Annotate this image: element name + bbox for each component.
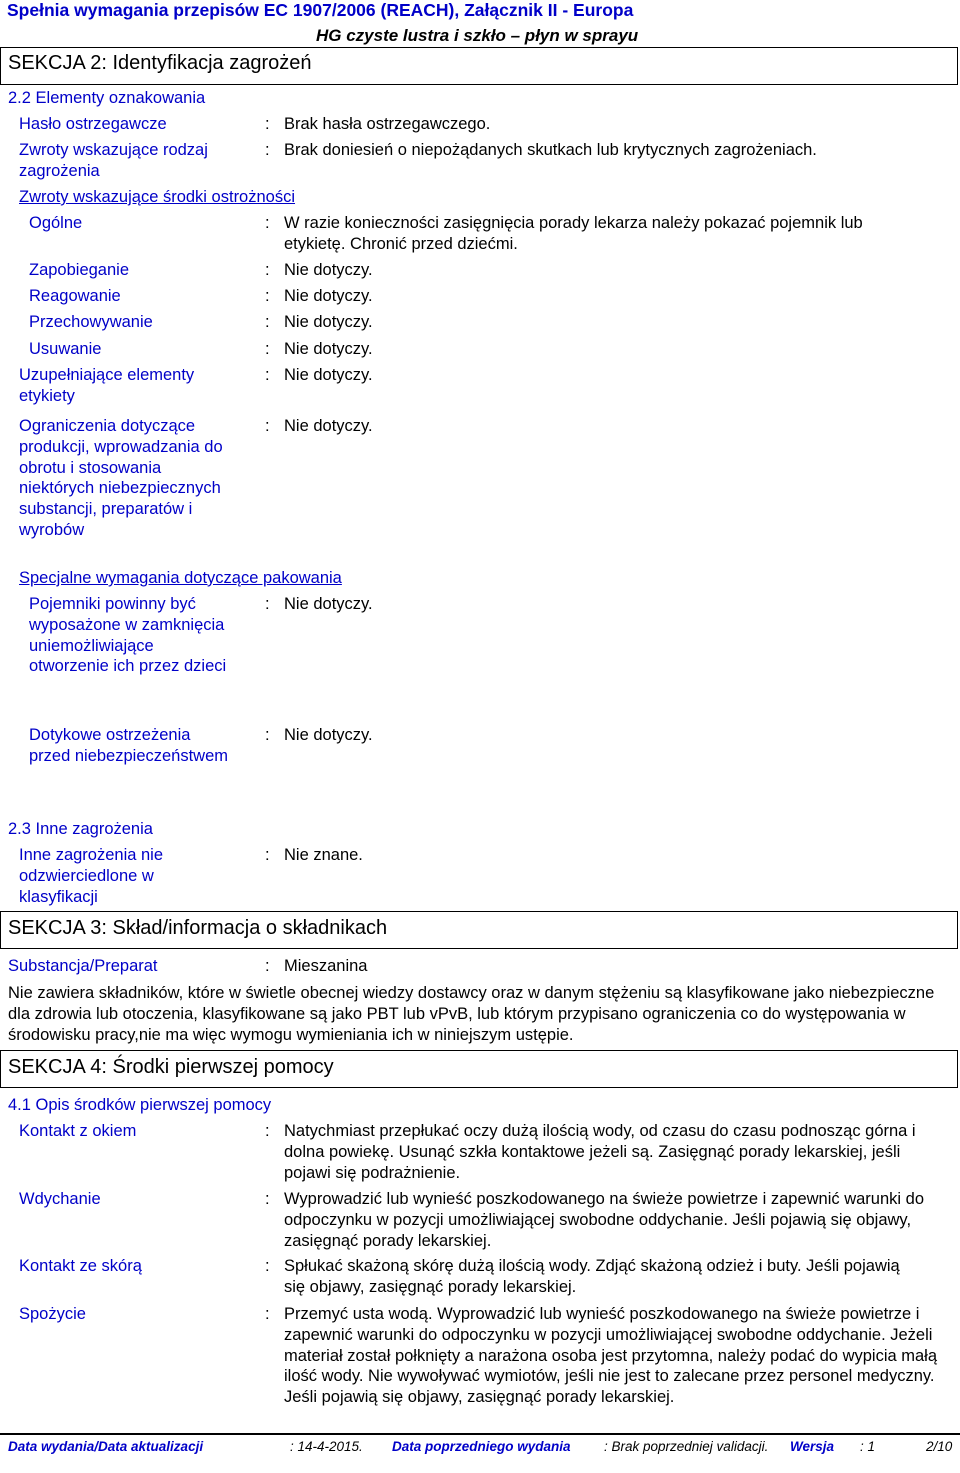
colon: : — [265, 313, 270, 331]
ingestion-label: Spożycie — [19, 1305, 86, 1323]
colon: : — [265, 141, 270, 159]
inhalation-label: Wdychanie — [19, 1190, 101, 1208]
footer-previous-date-value: : Brak poprzedniej validacji. — [604, 1439, 769, 1454]
colon: : — [265, 595, 270, 613]
product-name: HG czyste lustra i szkło – płyn w sprayu — [316, 26, 639, 45]
footer-previous-date-label: Data poprzedniego wydania — [392, 1439, 571, 1454]
colon: : — [265, 1257, 270, 1275]
tactile-warning-value: Nie dotyczy. — [284, 726, 373, 744]
colon: : — [265, 726, 270, 744]
supplemental-label-elements-value: Nie dotyczy. — [284, 366, 373, 384]
hazard-statements-value: Brak doniesień o niepożądanych skutkach lub krytycznych zagrożeniach. — [284, 141, 817, 159]
subsection-2-3-title: 2.3 Inne zagrożenia — [8, 820, 153, 838]
section-4-title: SEKCJA 4: Środki pierwszej pomocy — [8, 1056, 334, 1078]
storage-label: Przechowywanie — [29, 313, 153, 331]
storage-value: Nie dotyczy. — [284, 313, 373, 331]
footer-issue-date-label: Data wydania/Data aktualizacji — [8, 1439, 204, 1454]
skin-contact-value: Spłukać skażoną skórę dużą ilością wody. Zdjąć skażoną odzież i buty. Jeśli pojawią się objawy, zasięgnąć porady lekarskiej. — [284, 1257, 900, 1296]
eye-contact-label: Kontakt z okiem — [19, 1122, 137, 1140]
signal-word-value: Brak hasła ostrzegawczego. — [284, 115, 491, 133]
footer-issue-date-value: : 14-4-2015. — [290, 1439, 363, 1454]
colon: : — [265, 1122, 270, 1140]
eye-contact-value: Natychmiast przepłukać oczy dużą ilością wody, od czasu do czasu podnosząc górna i dolna powiekę. Usunąć szkła kontaktowe jeżeli są. Zasięgnąć porady lekarskiej, jeśli pojawi się podrażnienie. — [284, 1122, 916, 1182]
precautionary-statements-heading: Zwroty wskazujące środki ostrożności — [19, 188, 296, 206]
response-label: Reagowanie — [29, 287, 121, 305]
section-2-title: SEKCJA 2: Identyfikacja zagrożeń — [8, 52, 312, 74]
prevention-value: Nie dotyczy. — [284, 261, 373, 279]
packaging-requirements-heading: Specjalne wymagania dotyczące pakowania — [19, 569, 342, 587]
composition-paragraph: Nie zawiera składników, które w świetle obecnej wiedzy dostawcy oraz w danym stężeniu są klasyfikowane jako niebezpieczne dla zdrowia lub otoczenia, klasyfikowane są jako PBT lub vPvB, lub którym przypisano ograniczenia co do występowania w środowisku pracy,nie ma więc wymogu wymieniania ich w niniejszym ustępie. — [8, 984, 935, 1044]
colon: : — [265, 261, 270, 279]
restrictions-value: Nie dotyczy. — [284, 417, 373, 435]
colon: : — [265, 846, 270, 864]
general-value: W razie konieczności zasięgnięcia porady lekarza należy pokazać pojemnik lub etykietę. Chronić przed dziećmi. — [284, 214, 863, 253]
footer-page-number: 2/10 — [926, 1439, 953, 1454]
child-resistant-closures-value: Nie dotyczy. — [284, 595, 373, 613]
colon: : — [265, 417, 270, 435]
other-hazards-label: Inne zagrożenia nie odzwierciedlone w klasyfikacji — [19, 846, 164, 906]
document-regulation-header: Spełnia wymagania przepisów EC 1907/2006 (REACH), Załącznik II - Europa — [7, 0, 634, 20]
general-label: Ogólne — [29, 214, 83, 232]
colon: : — [265, 115, 270, 133]
footer-divider — [0, 1433, 960, 1435]
hazard-statements-label: Zwroty wskazujące rodzaj zagrożenia — [19, 141, 208, 180]
colon: : — [265, 287, 270, 305]
supplemental-label-elements-label: Uzupełniające elementy etykiety — [19, 366, 195, 405]
colon: : — [265, 366, 270, 384]
footer-version-value: : 1 — [860, 1439, 876, 1454]
substance-preparation-label: Substancja/Preparat — [8, 957, 158, 975]
subsection-4-1-title: 4.1 Opis środków pierwszej pomocy — [8, 1096, 272, 1114]
colon: : — [265, 340, 270, 358]
child-resistant-closures-label: Pojemniki powinny być wyposażone w zamknięcia uniemożliwiające otworzenie ich przez dzieci — [29, 595, 227, 676]
restrictions-label: Ograniczenia dotyczące produkcji, wprowadzania do obrotu i stosowania niektórych niebezpiecznych substancji, preparatów i wyrobów — [19, 417, 223, 539]
disposal-label: Usuwanie — [29, 340, 102, 358]
tactile-warning-label: Dotykowe ostrzeżenia przed niebezpieczeństwem — [29, 726, 229, 765]
footer-version-label: Wersja — [790, 1439, 835, 1454]
colon: : — [265, 214, 270, 232]
signal-word-label: Hasło ostrzegawcze — [19, 115, 167, 133]
subsection-2-2-title: 2.2 Elementy oznakowania — [8, 89, 206, 107]
ingestion-value: Przemyć usta wodą. Wyprowadzić lub wynieść poszkodowanego na świeże powietrze i zapewnić warunki do odpoczynku w pozycji umożliwiającej swobodne oddychanie. Jeżeli materiał został połknięty a narażona osoba jest przytomna, należy podać do wypicia małą ilość wody. Nie wywoływać wymiotów, jeśli nie jest to zalecane przez personel medyczny. Jeśli pojawią się objawy, zasięgnąć porady lekarskiej. — [284, 1305, 938, 1407]
skin-contact-label: Kontakt ze skórą — [19, 1257, 142, 1275]
substance-preparation-value: Mieszanina — [284, 957, 368, 975]
colon: : — [265, 957, 270, 975]
colon: : — [265, 1305, 270, 1323]
response-value: Nie dotyczy. — [284, 287, 373, 305]
inhalation-value: Wyprowadzić lub wynieść poszkodowanego na świeże powietrze i zapewnić warunki do odpoczynku w pozycji umożliwiającej swobodne oddychanie. Jeśli pojawią się objawy, zasięgnąć porady lekarskiej. — [284, 1190, 925, 1250]
disposal-value: Nie dotyczy. — [284, 340, 373, 358]
section-3-title: SEKCJA 3: Skład/informacja o składnikach — [8, 917, 388, 939]
prevention-label: Zapobieganie — [29, 261, 129, 279]
colon: : — [265, 1190, 270, 1208]
other-hazards-value: Nie znane. — [284, 846, 363, 864]
